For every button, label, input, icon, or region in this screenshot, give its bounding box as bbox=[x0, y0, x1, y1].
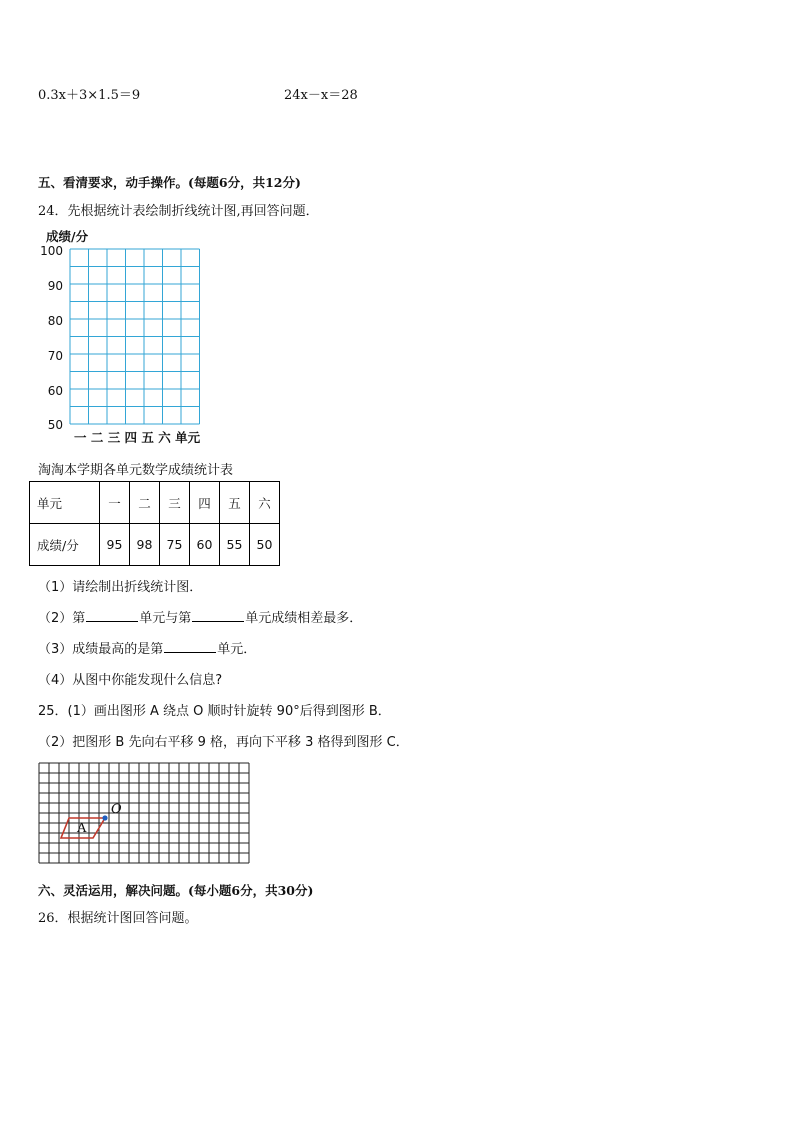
sub-question-2 bbox=[38, 607, 362, 626]
table-cell: 三 bbox=[160, 482, 190, 524]
question-25-part-1: 25．(1）画出图形 A 绕点 O 顺时针旋转 90°后得到图形 B． bbox=[38, 704, 391, 719]
sub-question-3-part-a: （3）成绩最高的是第 bbox=[38, 642, 164, 657]
table-cell: 一 bbox=[100, 482, 130, 524]
table-cell: 五 bbox=[220, 482, 250, 524]
equation-right: 24x－x＝28 bbox=[284, 88, 358, 103]
empty-line-chart-grid[interactable] bbox=[69, 248, 201, 428]
section-five-title: 五、看清要求，动手操作。(每题6分，共12分) bbox=[38, 175, 301, 190]
answer-blank[interactable] bbox=[86, 609, 138, 622]
y-tick-label: 70 bbox=[47, 349, 63, 363]
y-tick-label: 100 bbox=[40, 244, 63, 258]
sub-question-3-part-b: 单元． bbox=[217, 642, 257, 657]
table-cell: 98 bbox=[130, 524, 160, 566]
table-cell: 75 bbox=[160, 524, 190, 566]
question-25-part-2: （2）把图形 B 先向右平移 9 格，再向下平移 3 格得到图形 C． bbox=[38, 735, 409, 750]
table-row-header: 单元 bbox=[30, 482, 100, 524]
y-tick-label: 90 bbox=[47, 279, 63, 293]
chart-x-axis-label: 一 二 三 四 五 六 单元 bbox=[74, 430, 201, 445]
shape-a-label: A bbox=[77, 821, 87, 836]
equation-left: 0.3x＋3×1.5＝9 bbox=[38, 88, 141, 103]
sub-question-2-part-b: 单元与第 bbox=[139, 611, 192, 626]
answer-blank[interactable] bbox=[192, 609, 244, 622]
table-cell: 95 bbox=[100, 524, 130, 566]
score-table bbox=[29, 481, 280, 566]
sub-question-2-part-c: 单元成绩相差最多． bbox=[245, 611, 363, 626]
point-o-label: O bbox=[111, 802, 122, 817]
y-tick-label: 50 bbox=[47, 418, 63, 432]
y-tick-label: 80 bbox=[47, 314, 63, 328]
table-row bbox=[30, 482, 280, 524]
point-o-marker bbox=[102, 815, 107, 820]
transformation-grid[interactable] bbox=[38, 762, 254, 870]
section-six-title: 六、灵活运用，解决问题。(每小题6分，共30分) bbox=[38, 883, 314, 898]
table-row bbox=[30, 524, 280, 566]
table-row-header: 成绩/分 bbox=[30, 524, 100, 566]
table-cell: 50 bbox=[250, 524, 280, 566]
sub-question-3 bbox=[38, 638, 256, 657]
table-cell: 二 bbox=[130, 482, 160, 524]
sub-question-2-part-a: （2）第 bbox=[38, 611, 86, 626]
table-cell: 六 bbox=[250, 482, 280, 524]
question-24-prompt: 24．先根据统计表绘制折线统计图,再回答问题． bbox=[38, 204, 319, 219]
table-caption: 淘淘本学期各单元数学成绩统计表 bbox=[38, 463, 234, 478]
answer-blank[interactable] bbox=[164, 640, 216, 653]
table-cell: 55 bbox=[220, 524, 250, 566]
table-cell: 60 bbox=[190, 524, 220, 566]
y-tick-label: 60 bbox=[47, 384, 63, 398]
sub-question-4: （4）从图中你能发现什么信息? bbox=[38, 673, 223, 688]
chart-y-axis-label: 成绩/分 bbox=[46, 229, 89, 244]
sub-question-1: （1）请绘制出折线统计图． bbox=[38, 580, 203, 595]
question-26-prompt: 26．根据统计图回答问题。 bbox=[38, 911, 198, 926]
table-cell: 四 bbox=[190, 482, 220, 524]
